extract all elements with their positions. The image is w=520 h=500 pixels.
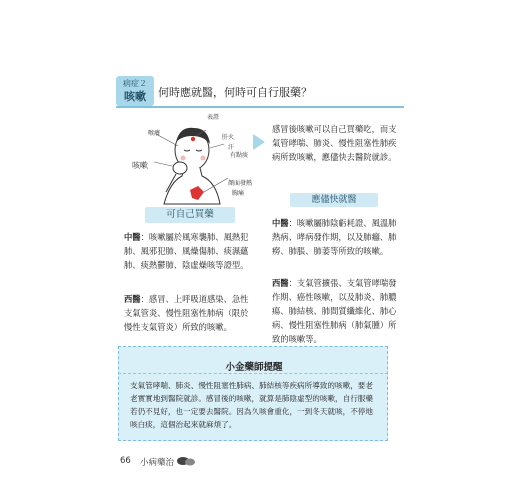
doctor-wm-paragraph <box>272 276 400 346</box>
self-wm-text: ：感冒、上呼吸道感染、急性支氣管炎、慢性阻塞性肺病（限於慢性支氣管炎）所致的咳嗽。 <box>124 294 249 332</box>
book-title: 小病藥治 <box>140 458 175 468</box>
illness-tag <box>116 76 154 106</box>
self-wm-paragraph <box>124 292 250 334</box>
see-doctor-label: 應儘快就醫 <box>290 193 378 207</box>
label-chest: 胸痛 <box>232 190 245 197</box>
self-tcm-paragraph <box>124 230 250 272</box>
label-cough: 咳嗽 <box>132 161 148 170</box>
doctor-tcm-paragraph <box>272 216 400 258</box>
self-tcm-text: ：咳嗽屬於風寒襲肺、風熱犯肺、風邪犯肺、風燥傷肺、痰濕蘊肺、痰熱鬱肺、陰虛燥咳等證型。 <box>124 232 249 270</box>
page-title: 何時應就醫，何時可自行服藥？ <box>158 86 312 99</box>
tip-title: 小金藥師提醒 <box>225 362 283 373</box>
self-medicate-label: 可自己買藥 <box>145 207 235 223</box>
illness-number: 病症２ <box>123 79 147 88</box>
self-tcm-head: 中醫 <box>124 232 141 242</box>
label-heat: 顏面發熱 <box>228 180 253 187</box>
tip-divider <box>118 373 388 375</box>
label-sweat: 汗 <box>228 144 235 151</box>
illness-name: 咳嗽 <box>124 90 146 103</box>
label-itch: 喉癢 <box>148 130 161 137</box>
label-phlegm: 有點痰 <box>230 152 249 159</box>
label-fever: 肝火 <box>222 134 235 141</box>
self-wm-head: 西醫 <box>124 294 141 304</box>
doctor-tcm-head: 中醫 <box>272 218 289 228</box>
header-divider <box>116 106 404 108</box>
pill-icon <box>176 455 196 467</box>
arrow-right-icon <box>253 134 265 150</box>
doctor-wm-head: 西醫 <box>272 278 289 288</box>
doctor-wm-text: ：支氣管擴張、支氣管哮喘發作期、癌性咳嗽，以及肺炎、肺膿瘍、肺結核、肺間質纖維化、肺心病、慢性阻塞性肺病（肺氣腫）所致的咳嗽等。 <box>272 278 397 344</box>
tip-body: 支氣管哮喘、肺炎、慢性阻塞性肺病、肺結核等疾病所導致的咳嗽，要老老實實地到醫院就診。感冒後的咳嗽，就算是肺陰虛型的咳嗽，自行服藥若仍不見好，也一定要去醫院。因為久咳會重化，一到冬天就咳，不停地咳白痰，這個治起來就麻煩了。 <box>130 381 373 429</box>
label-forehead: 表證 <box>207 114 220 121</box>
intro-text: 感冒後咳嗽可以自己買藥吃，而支氣管哮喘、肺炎、慢性阻塞性肺疾病所致咳嗽，應儘快去醫院就診。 <box>272 124 397 162</box>
page-number: 66 <box>120 456 131 466</box>
doctor-tcm-text: ：咳嗽屬肺陰虧耗證、風溫肺熱病、哮病發作期，以及肺癰、肺癆、肺脹、肺萎等所致的咳嗽。 <box>272 218 397 256</box>
